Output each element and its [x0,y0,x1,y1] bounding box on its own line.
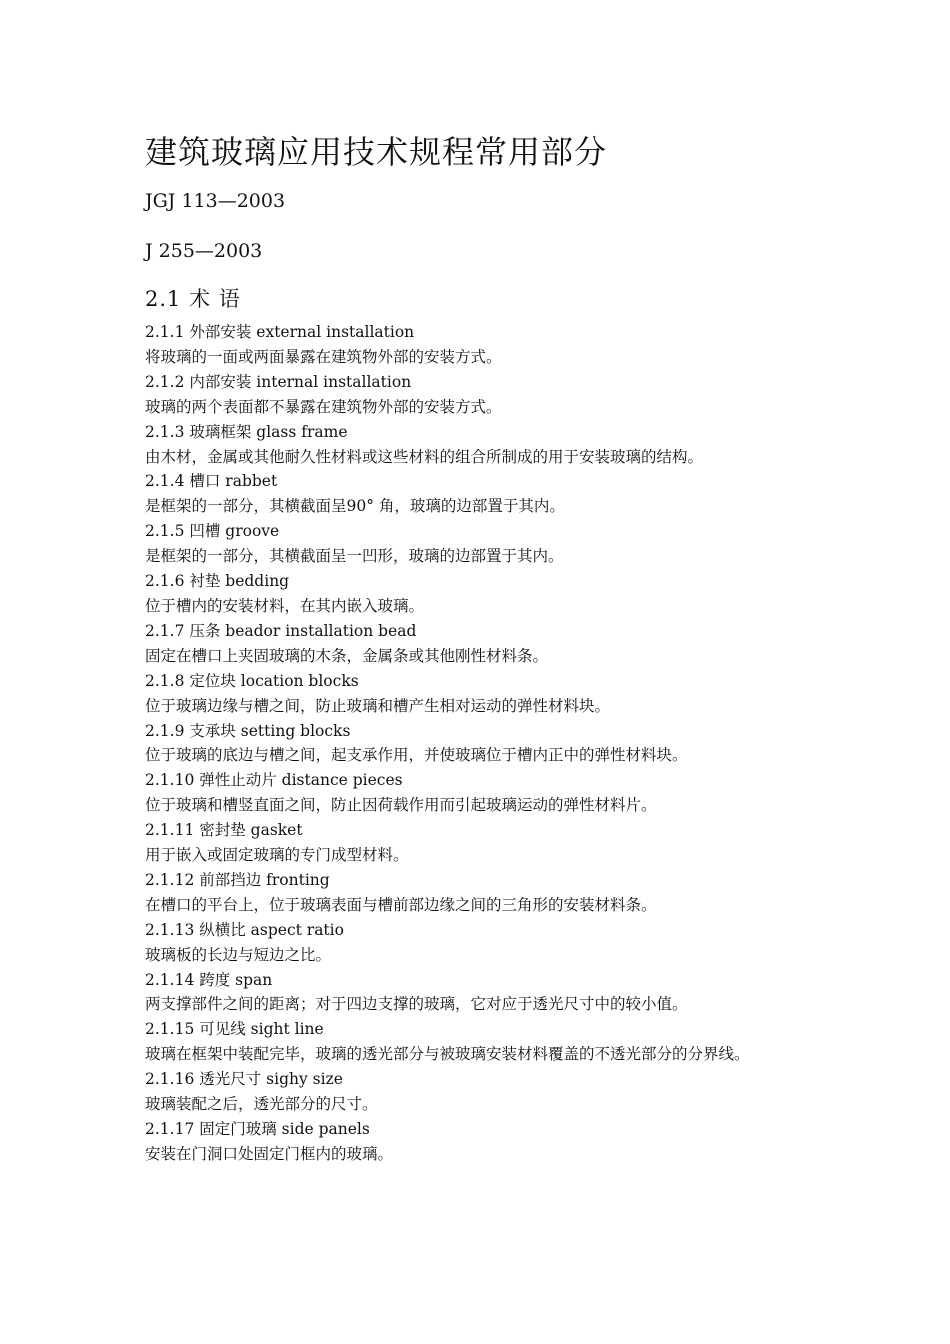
term-heading: 2.1.15 可见线 sight line [145,1020,324,1039]
standard-code-jgj: JGJ 113—2003 [145,190,286,212]
terms-list [145,320,825,1167]
section-heading: 2.1 术 语 [145,287,241,311]
term-definition: 安装在门洞口处固定门框内的玻璃。 [145,1144,394,1163]
term-heading: 2.1.5 凹槽 groove [145,522,280,541]
term-definition: 玻璃板的长边与短边之比。 [145,945,332,964]
term-heading: 2.1.8 定位块 location blocks [145,671,359,690]
term-definition: 位于玻璃的底边与槽之间，起支承作用，并使玻璃位于槽内正中的弹性材料块。 [145,746,688,765]
standard-code-j: J 255—2003 [145,240,263,262]
term-definition: 将玻璃的一面或两面暴露在建筑物外部的安装方式。 [145,347,502,366]
term-heading: 2.1.6 衬垫 bedding [145,572,290,591]
term-heading: 2.1.9 支承块 setting blocks [145,721,351,740]
term-heading: 2.1.14 跨度 span [145,970,273,989]
term-definition: 位于玻璃边缘与槽之间，防止玻璃和槽产生相对运动的弹性材料块。 [145,696,611,715]
term-definition: 是框架的一部分，其横截面呈90° 角，玻璃的边部置于其内。 [145,497,565,516]
document-page [145,128,825,1167]
term-heading: 2.1.7 压条 beador installation bead [145,621,417,640]
term-definition: 是框架的一部分，其横截面呈一凹形，玻璃的边部置于其内。 [145,547,564,566]
term-definition: 玻璃在框架中装配完毕，玻璃的透光部分与被玻璃安装材料覆盖的不透光部分的分界线。 [145,1045,750,1064]
term-heading: 2.1.1 外部安装 external installation [145,323,415,341]
term-heading: 2.1.16 透光尺寸 sighy size [145,1070,343,1089]
term-definition: 在槽口的平台上，位于玻璃表面与槽前部边缘之间的三角形的安装材料条。 [145,895,657,914]
term-heading: 2.1.3 玻璃框架 glass frame [145,422,348,441]
term-heading: 2.1.12 前部挡边 fronting [145,870,330,889]
document-title: 建筑玻璃应用技术规程常用部分 [145,133,608,171]
term-heading: 2.1.4 槽口 rabbet [145,472,278,491]
term-definition: 用于嵌入或固定玻璃的专门成型材料。 [145,846,409,865]
term-heading: 2.1.11 密封垫 gasket [145,821,303,840]
term-definition: 位于玻璃和槽竖直面之间，防止因荷载作用而引起玻璃运动的弹性材料片。 [145,796,657,815]
term-heading: 2.1.13 纵横比 aspect ratio [145,920,344,939]
term-definition: 两支撑部件之间的距离；对于四边支撑的玻璃，它对应于透光尺寸中的较小值。 [145,995,688,1014]
term-definition: 位于槽内的安装材料，在其内嵌入玻璃。 [145,596,425,615]
term-definition: 固定在槽口上夹固玻璃的木条，金属条或其他刚性材料条。 [145,646,549,665]
term-definition: 由木材，金属或其他耐久性材料或这些材料的组合所制成的用于安装玻璃的结构。 [145,447,704,466]
term-heading: 2.1.17 固定门玻璃 side panels [145,1120,370,1138]
term-heading: 2.1.2 内部安装 internal installation [145,372,412,391]
term-definition: 玻璃的两个表面都不暴露在建筑物外部的安装方式。 [145,397,502,416]
term-definition: 玻璃装配之后，透光部分的尺寸。 [145,1095,378,1114]
term-heading: 2.1.10 弹性止动片 distance pieces [145,771,403,790]
